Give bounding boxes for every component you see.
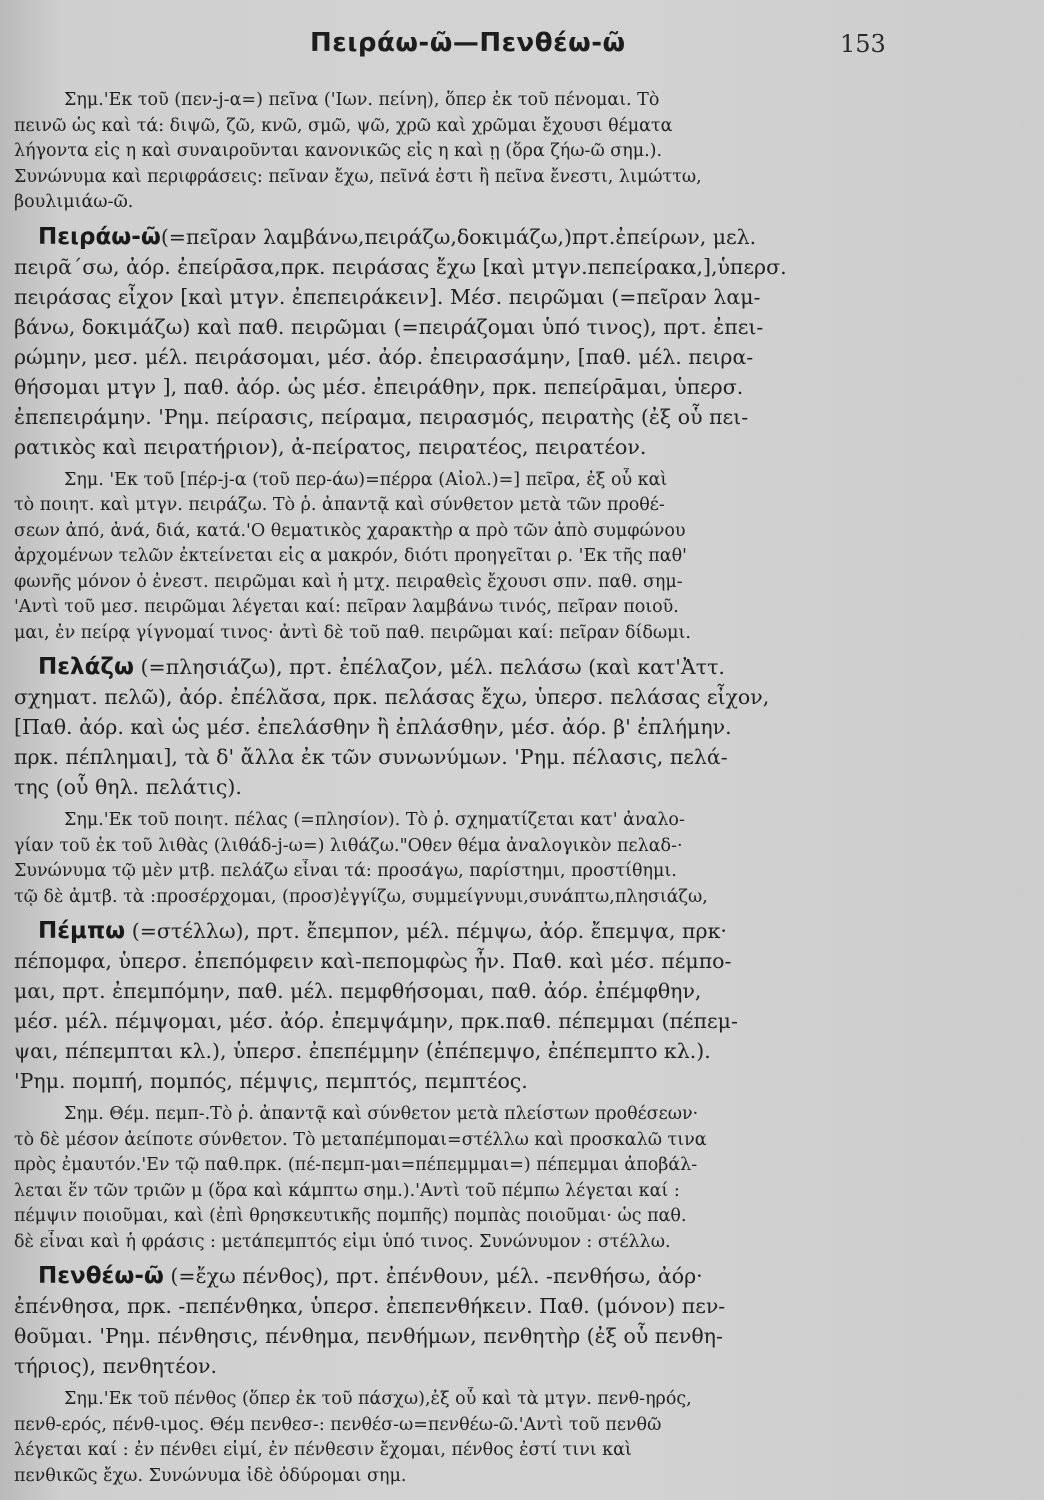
entry-first-text: (=πλησιάζω), πρτ. ἐπέλαζον, μέλ. πελάσω (καὶ κατ'Ἀττ.: [140, 655, 725, 679]
note-line: μαι, ἐν πείρᾳ γίγνομαί τινος· ἀντὶ δὲ τοῦ παθ. πειρῶμαι καί: πεῖραν δίδωμι.: [14, 622, 691, 643]
note-line: Συνώνυμα καὶ περιφράσεις: πεῖναν ἔχω, πεῖνά ἐστι ἢ πεῖνα ἔνεστι, λιμώττω,: [14, 166, 702, 187]
note-line: ἀρχομένων τελῶν ἐκτείνεται εἰς α μακρόν, διότι προηγεῖται ρ. 'Εκ τῆς παθ': [14, 546, 687, 566]
entry-line: τήριος), πενθητέον.: [14, 1354, 218, 1378]
note-block: [0, 1387, 1044, 1489]
entry-line: σχηματ. πελῶ), ἀόρ. ἐπέλᾰσα, πρκ. πελάσας ἔχω, ὑπερσ. πελάσας εἶχον,: [14, 685, 770, 709]
entry-headword: Πειράω-ῶ: [38, 223, 161, 250]
entry-line: μέσ. μέλ. πέμψομαι, μέσ. ἀόρ. ἐπεμψάμην, πρκ.παθ. πέπεμμαι (πέπεμ-: [14, 1009, 738, 1033]
note-line: γίαν τοῦ ἐκ τοῦ λιθὰς (λιθάδ-j-ω=) λιθάζω."Οθεν θέμα ἀναλογικὸν πελαδ-·: [14, 835, 683, 856]
note-line: πενθικῶς ἔχω. Συνώνυμα ἰδὲ ὀδύρομαι σημ.: [14, 1465, 407, 1486]
entry-first-line: [0, 1261, 958, 1291]
note-line: Σημ. Θέμ. πεμπ-.Τὸ ῥ. ἀπαντᾷ καὶ σύνθετον μετὰ πλείστων προθέσεων·: [64, 1104, 699, 1124]
note-line: σεων ἀπό, ἀνά, διά, κατά.'Ο θεματικὸς χαρακτὴρ α πρὸ τῶν ἀπὸ συμφώνου: [14, 520, 686, 541]
entry-line: πέπομφα, ὑπερσ. ἐπεπόμφειν καὶ-πεπομφὼς ἦν. Παθ. καὶ μέσ. πέμπο-: [14, 949, 732, 973]
note-line: τῷ δὲ ἀμτβ. τὰ :προσέρχομαι, (προσ)ἐγγίζω, συμμείγνυμι,συνάπτω,πλησιάζω,: [14, 886, 708, 907]
dictionary-entry: [0, 916, 1044, 1096]
entry-line: της (οὗ θηλ. πελάτις).: [14, 775, 242, 799]
entry-line: μαι, πρτ. ἐπεμπόμην, παθ. μέλ. πεμφθήσομαι, παθ. ἀόρ. ἐπέμφθην,: [14, 979, 702, 1003]
note-line: πενθ-ερός, πένθ-ιμος. Θέμ πενθεσ-: πενθέσ-ω=πενθέω-ῶ.'Αντὶ τοῦ πενθῶ: [14, 1414, 662, 1435]
note-line: πεινῶ ὡς καὶ τά: διψῶ, ζῶ, κνῶ, σμῶ, ψῶ, χρῶ καὶ χρῶμαι ἔχουσι θέματα: [14, 115, 673, 136]
page-number: 153: [840, 30, 886, 58]
note-line: λέγεται καί : ἐν πένθει εἰμί, ἐν πένθεσιν ἔχομαι, πένθος ἐστί τινι καὶ: [14, 1440, 632, 1460]
note-line: Συνώνυμα τῷ μὲν μτβ. πελάζω εἶναι τά: προσάγω, παρίστημι, προστίθημι.: [14, 861, 677, 881]
entry-line: θοῦμαι. 'Ρημ. πένθησις, πένθημα, πενθήμων, πενθητὴρ (ἐξ οὗ πενθη-: [14, 1324, 723, 1348]
note-line: πέμψιν ποιοῦμαι, καὶ (ἐπὶ θρησκευτικῆς πομπῆς) πομπὰς ποιοῦμαι· ὡς παθ.: [14, 1206, 687, 1226]
entry-line: ψαι, πέπεμπται κλ.), ὑπερσ. ἐπεπέμμην (ἐπέπεμψο, ἐπέπεμπτο κλ.).: [14, 1039, 711, 1063]
entry-line: 'Ρημ. πομπή, πομπός, πέμψις, πεμπτός, πεμπτέος.: [14, 1069, 528, 1093]
note-line: λήγοντα εἰς η καὶ συναιροῦνται κανονικῶς εἰς η καὶ ῃ (ὅρα ζήω-ῶ σημ.).: [14, 141, 663, 161]
entry-first-line: [0, 916, 958, 946]
note-line: πρὸς ἐμαυτόν.'Εν τῷ παθ.πρκ. (πέ-πεμπ-μαι=πέπεμμμαι=) πέπεμμαι ἀποβάλ-: [14, 1155, 698, 1175]
entry-line: πειρᾶ΄σω, ἀόρ. ἐπείρᾱσα,πρκ. πειράσας ἔχω [καὶ μτγν.πεπείρακα,],ὑπερσ.: [14, 254, 787, 279]
dictionary-entry: [0, 222, 1044, 462]
entry-first-text: (=πεῖραν λαμβάνω,πειράζω,δοκιμάζω,)πρτ.ἐπείρων, μελ.: [160, 224, 757, 249]
dictionary-entry: [0, 1261, 1044, 1381]
entry-first-line: [0, 222, 958, 252]
note-line: Σημ.'Εκ τοῦ ποιητ. πέλας (=πλησίον). Τὸ ῥ. σχηματίζεται κατ' ἀναλο-: [64, 810, 685, 830]
entry-first-text: (=στέλλω), πρτ. ἔπεμπον, μέλ. πέμψω, ἀόρ. ἔπεμψα, πρκ·: [131, 919, 727, 943]
entry-line: [Παθ. ἀόρ. καὶ ὡς μέσ. ἐπελάσθην ἢ ἐπλάσθην, μέσ. ἀόρ. β' ἐπλήμην.: [14, 715, 732, 739]
entry-first-line: [0, 652, 958, 682]
entry-line: ἐπεπειράμην. 'Ρημ. πείρασις, πείραμα, πειρασμός, πειρατὴς (ἐξ οὗ πει-: [14, 404, 749, 429]
entry-line: ρατικὸς καὶ πειρατήριον), ἀ-πείρατος, πειρατέος, πειρατέον.: [14, 434, 647, 459]
running-title: Πειράω-ῶ—Πενθέω-ῶ: [310, 28, 626, 58]
note-line: Σημ.'Εκ τοῦ (πεν-j-α=) πεῖνα ('Ιων. πείνη), ὅπερ ἐκ τοῦ πένομαι. Τὸ: [64, 90, 660, 110]
entry-first-text: (=ἔχω πένθος), πρτ. ἐπένθουν, μέλ. -πενθήσω, ἀόρ·: [170, 1264, 703, 1288]
entry-line: βάνω, δοκιμάζω) καὶ παθ. πειρῶμαι (=πειράζομαι ὑπό τινος), πρτ. ἐπει-: [14, 314, 764, 339]
entry-headword: Πέμπω: [38, 918, 126, 944]
entry-line: θήσομαι μτγν ], παθ. ἀόρ. ὡς μέσ. ἐπειράθην, πρκ. πεπείρᾱμαι, ὑπερσ.: [14, 374, 744, 399]
note-line: 'Αντὶ τοῦ μεσ. πειρῶμαι λέγεται καί: πεῖραν λαμβάνω τινός, πεῖραν ποιοῦ.: [14, 597, 679, 617]
note-line: τὸ δὲ μέσον ἀείποτε σύνθετον. Τὸ μεταπέμπομαι=στέλλω καὶ προσκαλῶ τινα: [14, 1129, 707, 1150]
running-head: [0, 28, 1044, 68]
note-line: δὲ εἶναι καὶ ἡ φράσις : μετάπεμπτός εἰμι ὑπό τινος. Συνώνυμον : στέλλω.: [14, 1231, 671, 1252]
entry-line: πρκ. πέπλημαι], τὰ δ' ἄλλα ἐκ τῶν συνωνύμων. 'Ρημ. πέλασις, πελά-: [14, 745, 728, 769]
note-block: [0, 88, 1044, 216]
entry-line: ἐπένθησα, πρκ. -πεπένθηκα, ὑπερσ. ἐπεπενθήκειν. Παθ. (μόνον) πεν-: [14, 1294, 726, 1318]
note-line: Σημ.'Εκ τοῦ πένθος (ὅπερ ἐκ τοῦ πάσχω),ἐξ οὗ καὶ τὰ μτγν. πενθ-ηρός,: [64, 1389, 692, 1409]
entry-line: ρώμην, μεσ. μέλ. πειράσομαι, μέσ. ἀόρ. ἐπειρασάμην, [παθ. μέλ. πειρα-: [14, 344, 754, 369]
page-body: [0, 82, 1044, 1495]
note-line: φωνῆς μόνον ὁ ἐνεστ. πειρῶμαι καὶ ἡ μτχ. πειραθεὶς ἔχουσι σπν. παθ. σημ-: [14, 571, 683, 592]
entry-headword: Πενθέω-ῶ: [38, 1263, 164, 1289]
note-line: βουλιμιάω-ῶ.: [14, 192, 134, 212]
note-block: [0, 468, 1044, 647]
dictionary-entry: [0, 652, 1044, 802]
note-line: λεται ἕν τῶν τριῶν μ (ὅρα καὶ κάμπτω σημ.).'Αντὶ τοῦ πέμπω λέγεται καί :: [14, 1180, 680, 1201]
note-block: [0, 1102, 1044, 1255]
entry-headword: Πελάζω: [38, 654, 134, 680]
note-line: τὸ ποιητ. καὶ μτγν. πειράζω. Τὸ ῥ. ἀπαντᾷ καὶ σύνθετον μετὰ τῶν προθέ-: [14, 495, 665, 515]
note-block: [0, 808, 1044, 910]
note-line: Σημ. 'Εκ τοῦ [πέρ-j-α (τοῦ περ-άω)=πέρρα (Αἰολ.)=] πεῖρα, ἐξ οὗ καὶ: [64, 469, 668, 490]
entry-line: πειράσας εἶχον [καὶ μτγν. ἐπεπειράκειν]. Μέσ. πειρῶμαι (=πεῖραν λαμ-: [14, 284, 761, 309]
